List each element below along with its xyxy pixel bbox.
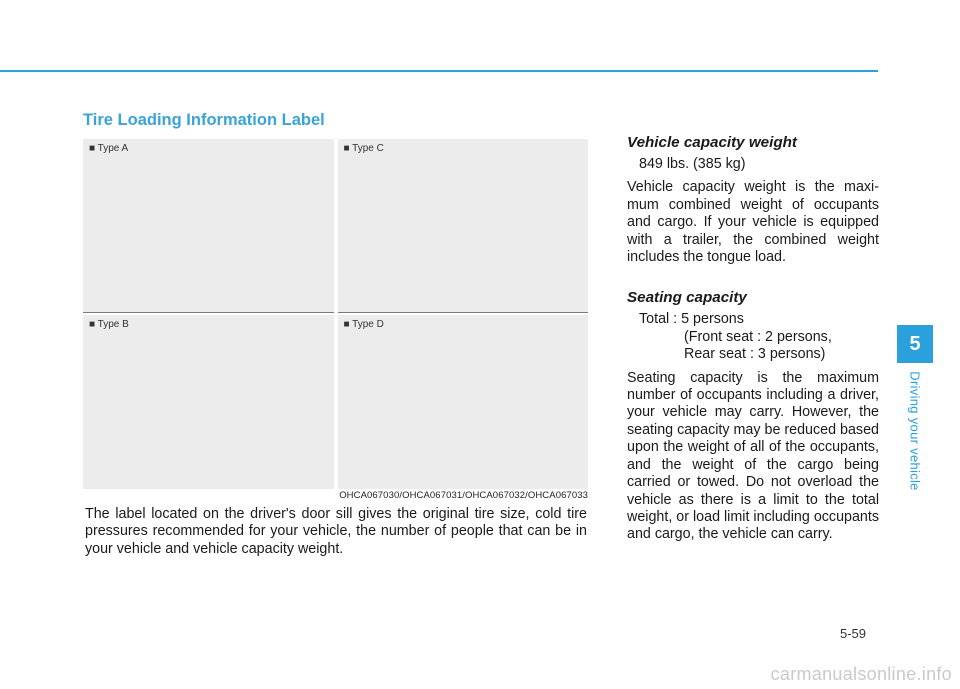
section-title: Tire Loading Information Label: [83, 111, 325, 129]
seating-front: (Front seat : 2 persons,: [684, 328, 832, 345]
seating-capacity-description: Seating capacity is the maximum number of occupants including a driver, your vehicle may carry. However, the seating capacity may be reduced based upon the weight of all of the occupants, and the weight of the cargo being carried or towed. Do not overload the vehicle as there is a limit to the total weight, or load limit including occupants and cargo, the vehicle can carry.: [627, 369, 879, 543]
panel-label-type-d: ■ Type D: [343, 319, 384, 330]
chapter-tab: 5: [897, 325, 933, 363]
label-description: The label located on the driver's door sill gives the original tire size, cold tire pressures recommended for your vehicle, the number of people that can be in your vehicle and vehicle capacity weight.: [85, 506, 587, 557]
chapter-title: Driving your vehicle: [907, 371, 923, 491]
seating-capacity-heading: Seating capacity: [627, 289, 747, 307]
panel-type-c: [338, 139, 589, 313]
vehicle-capacity-value: 849 lbs. (385 kg): [639, 156, 746, 172]
panel-label-type-b: ■ Type B: [89, 319, 129, 330]
page-number: 5-59: [840, 626, 867, 641]
capacity-column: [627, 134, 879, 544]
vehicle-capacity-description: Vehicle capacity weight is the maxi-mum combined weight of occupants and cargo. If your vehicle is equipped with a trailer, the combined weight includes the tongue load.: [627, 179, 879, 266]
tire-label-figure: [83, 139, 588, 489]
panel-label-type-c: ■ Type C: [343, 143, 384, 154]
vehicle-capacity-heading: Vehicle capacity weight: [627, 134, 797, 151]
watermark: carmanualsonline.info: [770, 664, 952, 684]
header-rule: [0, 70, 878, 72]
panel-type-b: [83, 315, 334, 489]
panel-type-a: [83, 139, 334, 313]
seating-total: Total : 5 persons: [639, 311, 744, 328]
seating-rear: Rear seat : 3 persons): [684, 346, 826, 363]
panel-type-d: [338, 315, 589, 489]
panel-label-type-a: ■ Type A: [89, 143, 129, 154]
seating-capacity-values: [639, 311, 879, 363]
figure-caption: OHCA067030/OHCA067031/OHCA067032/OHCA067033: [339, 490, 588, 501]
